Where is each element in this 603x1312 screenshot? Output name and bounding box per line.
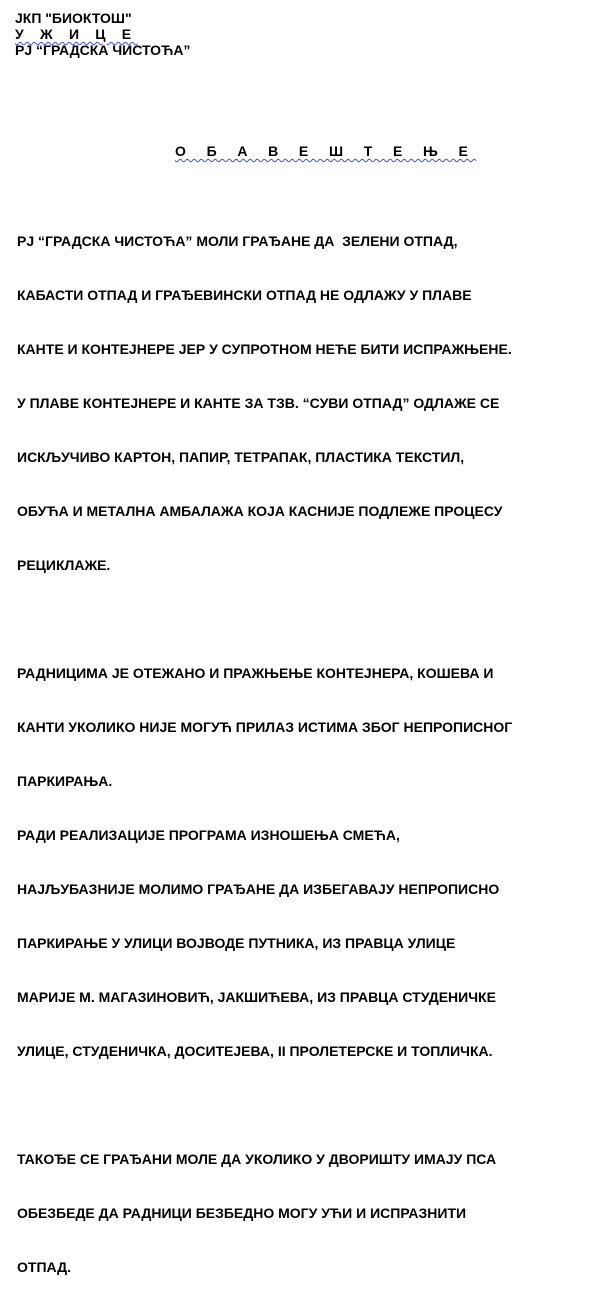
- text-line: КАБАСТИ ОТПАД И ГРАЂЕВИНСКИ ОТПАД НЕ ОДЛАЖУ У ПЛАВЕ: [17, 287, 472, 303]
- text-line: У ПЛАВЕ КОНТЕЈНЕРЕ И КАНТЕ ЗА ТЗВ. “СУВИ ОТПАД” ОДЛАЖЕ СЕ: [17, 395, 500, 411]
- company-name: ЈКП "БИОКТОШ": [15, 10, 132, 26]
- text-line: ПАРКИРАЊЕ У УЛИЦИ ВОЈВОДЕ ПУТНИКА, ИЗ ПРАВЦА УЛИЦЕ: [17, 935, 456, 951]
- text-line: РАДНИЦИМА ЈЕ ОТЕЖАНО И ПРАЖЊЕЊЕ КОНТЕЈНЕРА, КОШЕВА И: [17, 665, 494, 681]
- text-line: УЛИЦЕ, СТУДЕНИЧКА, ДОСИТЕЈЕВА, II ПРОЛЕТЕРСКЕ И ТОПЛИЧКА.: [17, 1043, 493, 1059]
- text-line: НАЈЉУБАЗНИЈЕ МОЛИМО ГРАЂАНЕ ДА ИЗБЕГАВАЈУ НЕПРОПИСНО: [17, 881, 500, 897]
- text-line: ПАРКИРАЊА.: [17, 773, 113, 789]
- text-line: КАНТЕ И КОНТЕЈНЕРЕ ЈЕР У СУПРОТНОМ НЕЋЕ БИТИ ИСПРАЖЊЕНЕ.: [17, 341, 512, 357]
- notice-body: [17, 196, 597, 1312]
- paragraph-2: [17, 628, 597, 1096]
- text-line: ОБУЋА И МЕТАЛНА АМБАЛАЖА КОЈА КАСНИЈЕ ПОДЛЕЖЕ ПРОЦЕСУ: [17, 503, 503, 519]
- notice-title: [175, 143, 476, 159]
- text-line: ОБЕЗБЕДЕ ДА РАДНИЦИ БЕЗБЕДНО МОГУ УЋИ И ИСПРАЗНИТИ: [17, 1205, 467, 1221]
- notice-title-text: О Б А В Е Ш Т Е Њ Е: [175, 143, 477, 159]
- text-line: РЈ “ГРАДСКА ЧИСТОЋА” МОЛИ ГРАЂАНЕ ДА ЗЕЛЕНИ ОТПАД,: [17, 233, 458, 249]
- text-line: РАДИ РЕАЛИЗАЦИЈЕ ПРОГРАМА ИЗНОШЕЊА СМЕЋА,: [17, 827, 400, 843]
- text-line: МАРИЈЕ М. МАГАЗИНОВИЋ, ЈАКШИЋЕВА, ИЗ ПРАВЦА СТУДЕНИЧКЕ: [17, 989, 496, 1005]
- unit-name: РЈ “ГРАДСКА ЧИСТОЋА”: [15, 42, 191, 58]
- text-line: РЕЦИКЛАЖЕ.: [17, 557, 111, 573]
- text-line: КАНТИ УКОЛИКО НИЈЕ МОГУЋ ПРИЛАЗ ИСТИМА ЗБОГ НЕПРОПИСНОГ: [17, 719, 513, 735]
- city-name: У Ж И Ц Е: [15, 26, 138, 42]
- text-line: ТАКОЂЕ СЕ ГРАЂАНИ МОЛЕ ДА УКОЛИКО У ДВОРИШТУ ИМАЈУ ПСА: [17, 1151, 497, 1167]
- paragraph-1: [17, 196, 597, 610]
- text-line: ОТПАД.: [17, 1259, 71, 1275]
- paragraph-3: [17, 1114, 597, 1312]
- letterhead: [15, 10, 190, 58]
- text-line: ИСКЉУЧИВО КАРТОН, ПАПИР, ТЕТРАПАК, ПЛАСТИКА ТЕКСТИЛ,: [17, 449, 465, 465]
